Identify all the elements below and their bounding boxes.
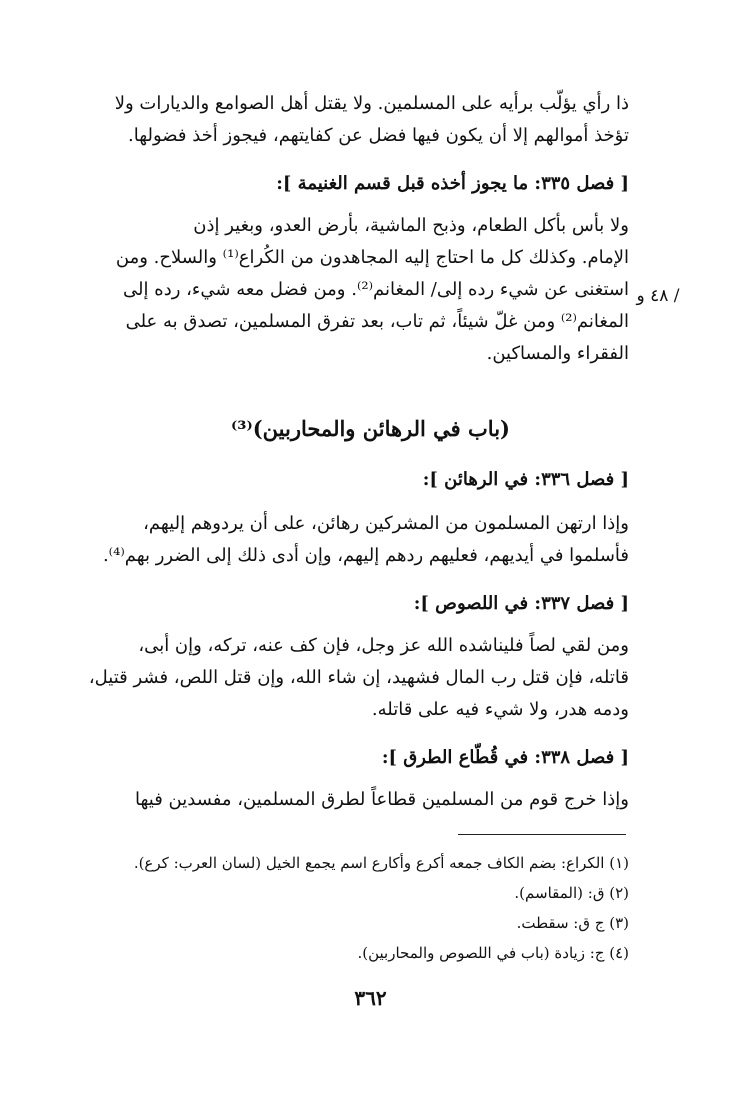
text-line: ولا بأس بأكل الطعام، وذبح الماشية، بأرض العدو، وبغير إذن [193, 215, 629, 236]
text-line: ذا رأي يؤلّب برأيه على المسلمين. ولا يقتل أهل الصوامع والديارات ولا [114, 93, 629, 114]
text-line: وإذا ارتهن المسلمون من المشركين رهائن، على أن يردوهم إليهم، [143, 513, 629, 534]
section-heading-335: [ فصل ٣٣٥: ما يجوز أخذه قبل قسم الغنيمة ]: [276, 173, 629, 194]
section-heading-337: [ فصل ٣٣٧: في اللصوص ]: [413, 593, 629, 614]
paragraph-336 [74, 508, 629, 572]
footnotes [133, 848, 629, 968]
footnote-divider [458, 834, 626, 835]
paragraph-337 [74, 630, 629, 726]
footnote: (٢) ق: (المقاسم). [514, 884, 629, 902]
text-line: ودمه هدر، ولا شيء فيه على قاتله. [371, 699, 629, 720]
section-heading-336: [ فصل ٣٣٦: في الرهائن ]: [422, 469, 629, 490]
text-line: الفقراء والمساكين. [486, 343, 629, 364]
text-line: تؤخذ أموالهم إلا أن يكون فيها فضل عن كفايتهم، فيجوز أخذ فضولها. [128, 125, 629, 146]
page-number: ٣٦٢ [354, 986, 387, 1010]
text-line: فأسلموا في أيديهم، فعليهم ردهم إليهم، وإن أدى ذلك إلى الضرر بهم⁽⁴⁾. [102, 545, 629, 566]
text-line: ومن لقي لصاً فليناشده الله عز وجل، فإن كف عنه، تركه، وإن أبى، [138, 635, 629, 656]
manuscript-folio-marker: / ٤٨ و [636, 286, 680, 306]
footnote: (٣) ج ق: سقطت. [516, 914, 629, 932]
text-line: قاتله، فإن قتل رب المال فشهيد، إن شاء الله، وإن قتل اللص، فشر قتيل، [88, 667, 629, 688]
paragraph-335 [74, 210, 629, 370]
text-line: الإمام. وكذلك كل ما احتاج إليه المجاهدون من الكُراع⁽¹⁾ والسلاح. ومن [115, 247, 629, 268]
text-line: استغنى عن شيء رده إلى/ المغانم⁽²⁾. ومن فضل معه شيء، رده إلى [123, 279, 629, 300]
paragraph-opening [74, 88, 629, 152]
paragraph-338 [74, 784, 629, 816]
footnote: (١) الكراع: بضم الكاف جمعه أكرع وأكارع اسم يجمع الخيل (لسان العرب: كرع). [133, 854, 629, 872]
text-line: المغانم⁽²⁾ ومن غلّ شيئاً، ثم تاب، بعد تفرق المسلمين، تصدق به على [125, 311, 629, 332]
section-heading-338: [ فصل ٣٣٨: في قُطّاع الطرق ]: [381, 747, 629, 768]
footnote: (٤) ج: زيادة (باب في اللصوص والمحاربين). [357, 944, 629, 962]
chapter-title: (باب في الرهائن والمحاربين)⁽³⁾ [231, 416, 510, 441]
text-line: وإذا خرج قوم من المسلمين قطاعاً لطرق المسلمين، مفسدين فيها [135, 789, 629, 810]
